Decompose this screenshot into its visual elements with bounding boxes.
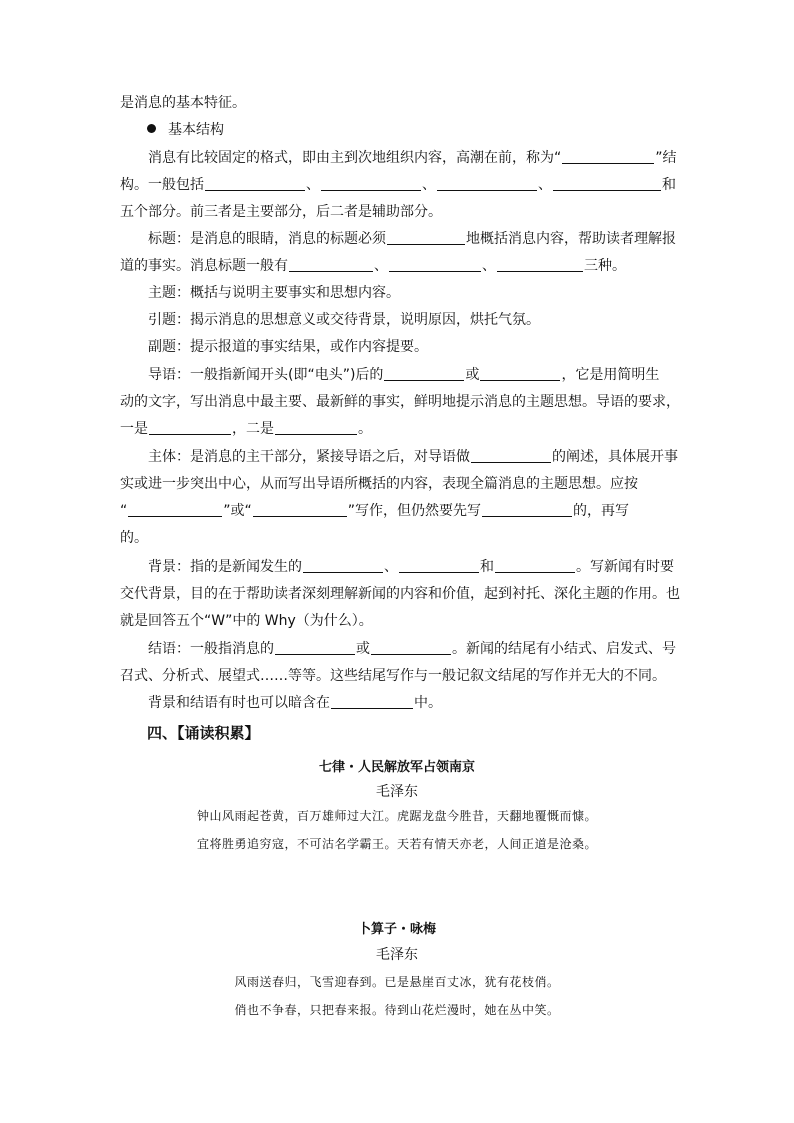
poem-author: 毛泽东 bbox=[376, 784, 418, 800]
paragraph-line: 引题：揭示消息的思想意义或交待背景，说明原因，烘托气氛。 bbox=[148, 312, 540, 328]
paragraph-line: “ ”或“ ”写作，但仍然要先写 的，再写 bbox=[120, 503, 630, 519]
poem-line: 风雨送春归，飞雪迎春到。已是悬崖百丈冰，犹有花枝俏。 bbox=[234, 975, 560, 989]
fill-blank[interactable] bbox=[389, 257, 481, 272]
poem-line: 钟山风雨起苍黄，百万雄师过大江。虎踞龙盘今胜昔，天翻地覆慨而慷。 bbox=[196, 809, 597, 823]
paragraph-line: 就是回答五个“W”中的 Why（为什么）。 bbox=[120, 613, 373, 629]
paragraph-line: 实或进一步突出中心，从而写出导语所概括的内容，表现全篇消息的主题思想。应按 bbox=[120, 476, 638, 492]
fill-blank[interactable] bbox=[497, 257, 583, 272]
paragraph-line: 背景和结语有时也可以暗含在 中。 bbox=[148, 695, 442, 711]
paragraph-line: 消息有比较固定的格式，即由主到次地组织内容，高潮在前，称为“ ”结 bbox=[148, 150, 677, 166]
paragraph-line: 构。一般包括 、 、 、 和 bbox=[120, 177, 676, 193]
paragraph-line: 导语：一般指新闻开头(即“电头”)后的 或 ，它是用简明生 bbox=[148, 367, 660, 383]
fill-blank[interactable] bbox=[480, 366, 560, 381]
paragraph-line: 一是 ，二是 。 bbox=[120, 421, 372, 437]
paragraph-line: 道的事实。消息标题一般有 、 、 三种。 bbox=[120, 258, 626, 274]
fill-blank[interactable] bbox=[482, 502, 572, 517]
fill-blank[interactable] bbox=[384, 366, 464, 381]
poem-title: 卜算子・咏梅 bbox=[357, 922, 436, 937]
paragraph-line: 召式、分析式、展望式……等等。这些结尾写作与一般记叙文结尾的写作并无大的不同。 bbox=[120, 668, 666, 684]
fill-blank[interactable] bbox=[149, 420, 231, 435]
fill-blank[interactable] bbox=[553, 176, 661, 191]
paragraph-line: 交代背景，目的在于帮助读者深刻理解新闻的内容和价值，起到衬托、深化主题的作用。也 bbox=[120, 586, 680, 602]
poem-title: 七律・人民解放军占领南京 bbox=[318, 760, 475, 775]
paragraph-line: 的。 bbox=[120, 530, 148, 546]
structure-heading: 基本结构 bbox=[147, 117, 707, 144]
fill-blank[interactable] bbox=[471, 448, 551, 463]
poem-line: 宜将胜勇追穷寇，不可沽名学霸王。天若有情天亦老，人间正道是沧桑。 bbox=[196, 837, 597, 851]
fill-blank[interactable] bbox=[371, 640, 451, 655]
section-heading: 四、【诵读积累】 bbox=[147, 724, 260, 742]
paragraph-line: 标题：是消息的眼睛，消息的标题必须 地概括消息内容，帮助读者理解报 bbox=[148, 231, 676, 247]
paragraph-line: 结语：一般指消息的 或 。新闻的结尾有小结式、启发式、号 bbox=[148, 641, 676, 657]
fill-blank[interactable] bbox=[275, 420, 357, 435]
fill-blank[interactable] bbox=[387, 230, 465, 245]
poem-author: 毛泽东 bbox=[376, 947, 418, 963]
paragraph-line: 主体：是消息的主干部分，紧接导语之后，对导语做 的阐述，具体展开事 bbox=[148, 449, 678, 465]
bullet-icon bbox=[147, 124, 156, 133]
fill-blank[interactable] bbox=[495, 558, 575, 573]
fill-blank[interactable] bbox=[289, 257, 373, 272]
fill-blank[interactable] bbox=[128, 502, 222, 517]
poem-line: 俏也不争春，只把春来报。待到山花烂漫时，她在丛中笑。 bbox=[234, 1003, 560, 1017]
paragraph-line: 主题：概括与说明主要事实和思想内容。 bbox=[148, 285, 400, 301]
paragraph-line: 是消息的基本特征。 bbox=[120, 95, 246, 111]
fill-blank[interactable] bbox=[437, 176, 537, 191]
fill-blank[interactable] bbox=[331, 694, 413, 709]
fill-blank[interactable] bbox=[321, 176, 421, 191]
fill-blank[interactable] bbox=[205, 176, 305, 191]
fill-blank[interactable] bbox=[253, 502, 347, 517]
fill-blank[interactable] bbox=[399, 558, 479, 573]
paragraph-line: 动的文字，写出消息中最主要、最新鲜的事实，鲜明地提示消息的主题思想。导语的要求， bbox=[120, 394, 680, 410]
fill-blank[interactable] bbox=[562, 149, 654, 164]
fill-blank[interactable] bbox=[275, 640, 355, 655]
fill-blank[interactable] bbox=[303, 558, 383, 573]
paragraph-line: 背景：指的是新闻发生的 、 和 。写新闻有时要 bbox=[148, 559, 674, 575]
paragraph-line: 副题：提示报道的事实结果，或作内容提要。 bbox=[148, 339, 428, 355]
paragraph-line: 五个部分。前三者是主要部分，后二者是辅助部分。 bbox=[120, 204, 442, 220]
